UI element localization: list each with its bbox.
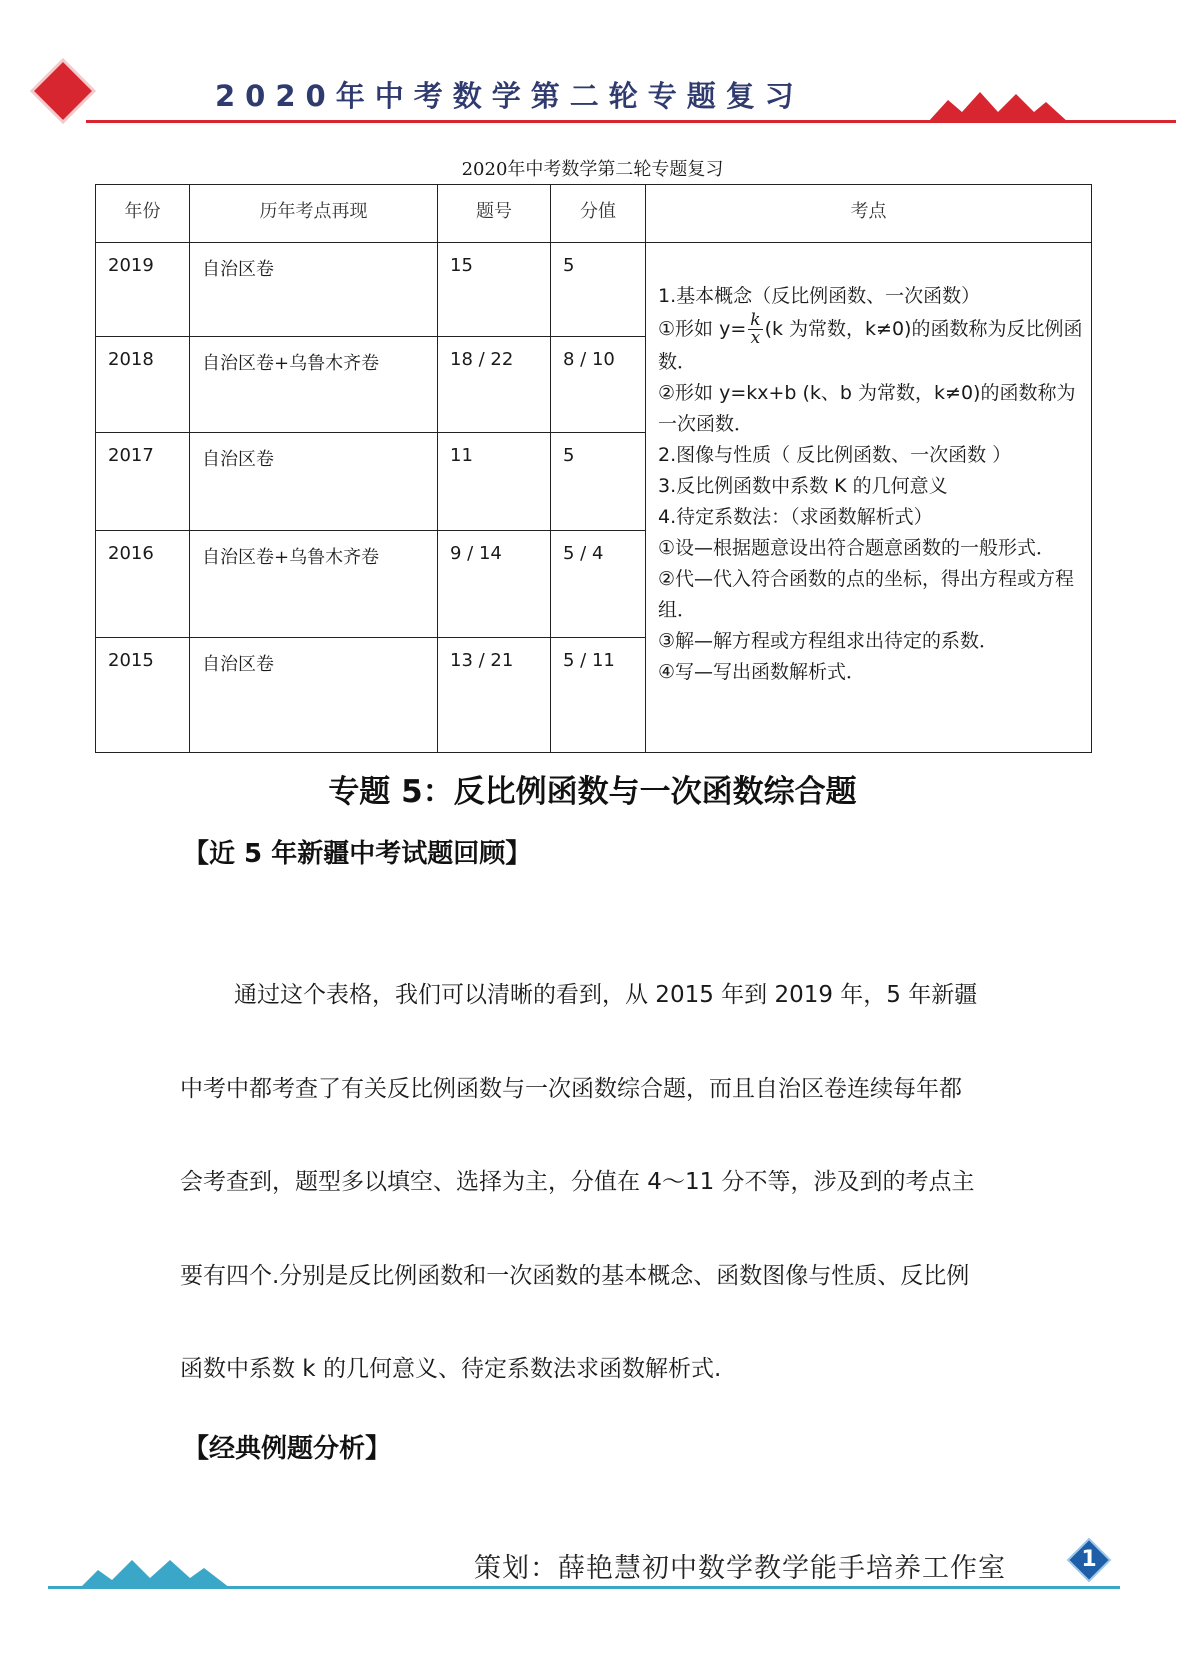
table-caption: 2020年中考数学第二轮专题复习 — [461, 159, 724, 180]
table-header-row — [96, 185, 1092, 243]
exam-history-table — [95, 184, 1092, 753]
table-row — [96, 243, 1092, 337]
paragraph-line: 会考查到，题型多以填空、选择为主，分值在 4～11 分不等，涉及到的考点主 — [180, 1169, 975, 1195]
cell-year: 2018 — [96, 337, 190, 433]
point-1b: ②形如 y=kx+b (k、b 为常数，k≠0)的函数称为一次函数． — [658, 382, 1076, 435]
footer-credit: 策划：薛艳慧初中数学教学能手培养工作室 — [474, 1553, 1006, 1584]
cell-year: 2016 — [96, 531, 190, 638]
point-2: 2.图像与性质（ 反比例函数、一次函数 ） — [658, 444, 1012, 466]
cell-paper: 自治区卷+乌鲁木齐卷 — [190, 337, 438, 433]
point-3: 3.反比例函数中系数 K 的几何意义 — [658, 475, 948, 497]
paragraph-line: 中考中都考查了有关反比例函数与一次函数综合题，而且自治区卷连续每年都 — [180, 1076, 962, 1102]
cell-paper: 自治区卷+乌鲁木齐卷 — [190, 531, 438, 638]
cell-year: 2015 — [96, 638, 190, 753]
header-mountains-icon — [928, 90, 1068, 122]
cell-question: 9 / 14 — [438, 531, 551, 638]
cell-score: 5 / 11 — [551, 638, 646, 753]
cell-question: 18 / 22 — [438, 337, 551, 433]
col-header-points: 考点 — [646, 185, 1092, 243]
footer-mountains-icon — [80, 1556, 230, 1588]
paragraph-line: 通过这个表格，我们可以清晰的看到，从 2015 年到 2019 年，5 年新疆 — [234, 982, 978, 1008]
fraction-k-over-x: $\frac{k}{x}$ — [750, 310, 761, 348]
cell-question: 13 / 21 — [438, 638, 551, 753]
col-header-paper: 历年考点再现 — [190, 185, 438, 243]
cell-score: 5 — [551, 433, 646, 531]
header-divider — [86, 120, 1176, 123]
section-heading-examples: 【经典例题分析】 — [183, 1434, 392, 1464]
cell-paper: 自治区卷 — [190, 433, 438, 531]
paragraph-line: 函数中系数 k 的几何意义、待定系数法求函数解析式. — [180, 1356, 722, 1382]
paragraph-line: 要有四个.分别是反比例函数和一次函数的基本概念、函数图像与性质、反比例 — [180, 1263, 970, 1289]
point-1: 1.基本概念（反比例函数、一次函数） — [658, 285, 981, 307]
col-header-year: 年份 — [96, 185, 190, 243]
cell-score: 8 / 10 — [551, 337, 646, 433]
header-title: 2020年中考数学第二轮专题复习 — [215, 79, 804, 113]
cell-year: 2017 — [96, 433, 190, 531]
cell-paper: 自治区卷 — [190, 243, 438, 337]
header-diamond-icon — [28, 56, 98, 126]
point-1a: ①形如 y= $\frac{k}{x}$ (k 为常数，k≠0)的函数称为反比例函数． — [658, 310, 1083, 373]
section-heading-review: 【近 5 年新疆中考试题回顾】 — [183, 839, 532, 869]
point-4b: ②代—代入符合函数的点的坐标，得出方程或方程组． — [658, 568, 1075, 621]
cell-paper: 自治区卷 — [190, 638, 438, 753]
cell-score: 5 / 4 — [551, 531, 646, 638]
cell-score: 5 — [551, 243, 646, 337]
cell-key-points — [646, 243, 1092, 753]
col-header-score: 分值 — [551, 185, 646, 243]
point-4: 4.待定系数法：（求函数解析式） — [658, 506, 933, 528]
col-header-question: 题号 — [438, 185, 551, 243]
point-4d: ④写—写出函数解析式． — [658, 661, 866, 683]
point-4c: ③解—解方程或方程组求出待定的系数． — [658, 630, 999, 652]
cell-question: 15 — [438, 243, 551, 337]
footer-divider — [48, 1586, 1120, 1589]
point-4a: ①设—根据题意设出符合题意函数的一般形式． — [658, 537, 1056, 559]
page-number: 1 — [1081, 1547, 1097, 1572]
cell-year: 2019 — [96, 243, 190, 337]
cell-question: 11 — [438, 433, 551, 531]
topic-title: 专题 5：反比例函数与一次函数综合题 — [328, 774, 857, 810]
